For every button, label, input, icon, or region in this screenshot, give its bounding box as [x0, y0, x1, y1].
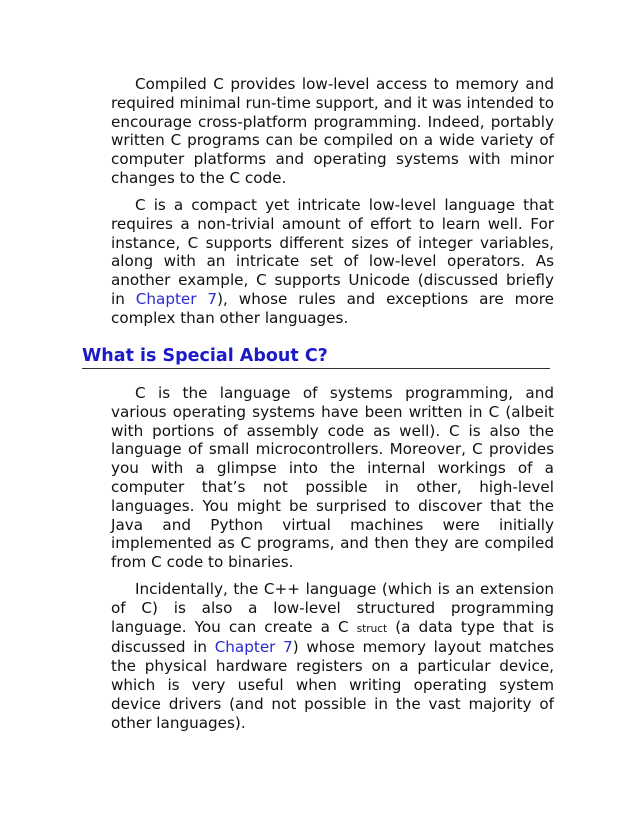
paragraph-text: C is the language of systems programming, and various operating systems have been written in C (albeit with portions of assembly code as well). C is also the language of small microcontrollers. Moreover, C provides you with a glimpse into the internal workings of a computer that’s not possible in other, high-level languages. You might be surprised to discover that the Java and Python virtual machines were initially implemented as C programs, and then they are compiled from C code to binaries. — [111, 384, 554, 572]
paragraph-text: ), whose rules and exceptions are more complex than other languages. — [111, 289, 554, 327]
heading-underline — [82, 368, 550, 369]
paragraph-text: Incidentally, the C++ language (which is an extension of C) is also a low-level structured programming language. You can create a C — [111, 580, 554, 636]
paragraph-text: Compiled C provides low-level access to memory and required minimal run-time support, and it was intended to encourage cross-platform programming. Indeed, portably written C programs can be compiled on a wide variety of computer platforms and operating systems with minor changes to the C code. — [111, 75, 554, 187]
paragraph-compact-language — [111, 196, 554, 328]
chapter-7-link[interactable]: Chapter 7 — [214, 638, 293, 657]
paragraph-text: ) whose memory layout matches the physical hardware registers on a particular device, which is very useful when writing operating system device drivers (and not possible in the vast majority of other languages). — [111, 638, 554, 732]
chapter-7-link[interactable]: Chapter 7 — [135, 289, 218, 308]
paragraph-cpp-extension — [111, 580, 554, 732]
paragraph-text: (a data type that is discussed in — [111, 617, 554, 657]
paragraph-systems-programming — [111, 384, 554, 572]
section-heading: What is Special About C? — [82, 346, 328, 366]
struct-keyword: struct — [356, 622, 388, 635]
paragraph-compiled-c — [111, 75, 554, 188]
paragraph-text: C is a compact yet intricate low-level language that requires a non-trivial amount of effort to learn well. For instance, C supports different sizes of integer variables, along with an intricate set of low-level operators. As another example, C supports Unicode (discussed briefly in — [111, 196, 554, 308]
